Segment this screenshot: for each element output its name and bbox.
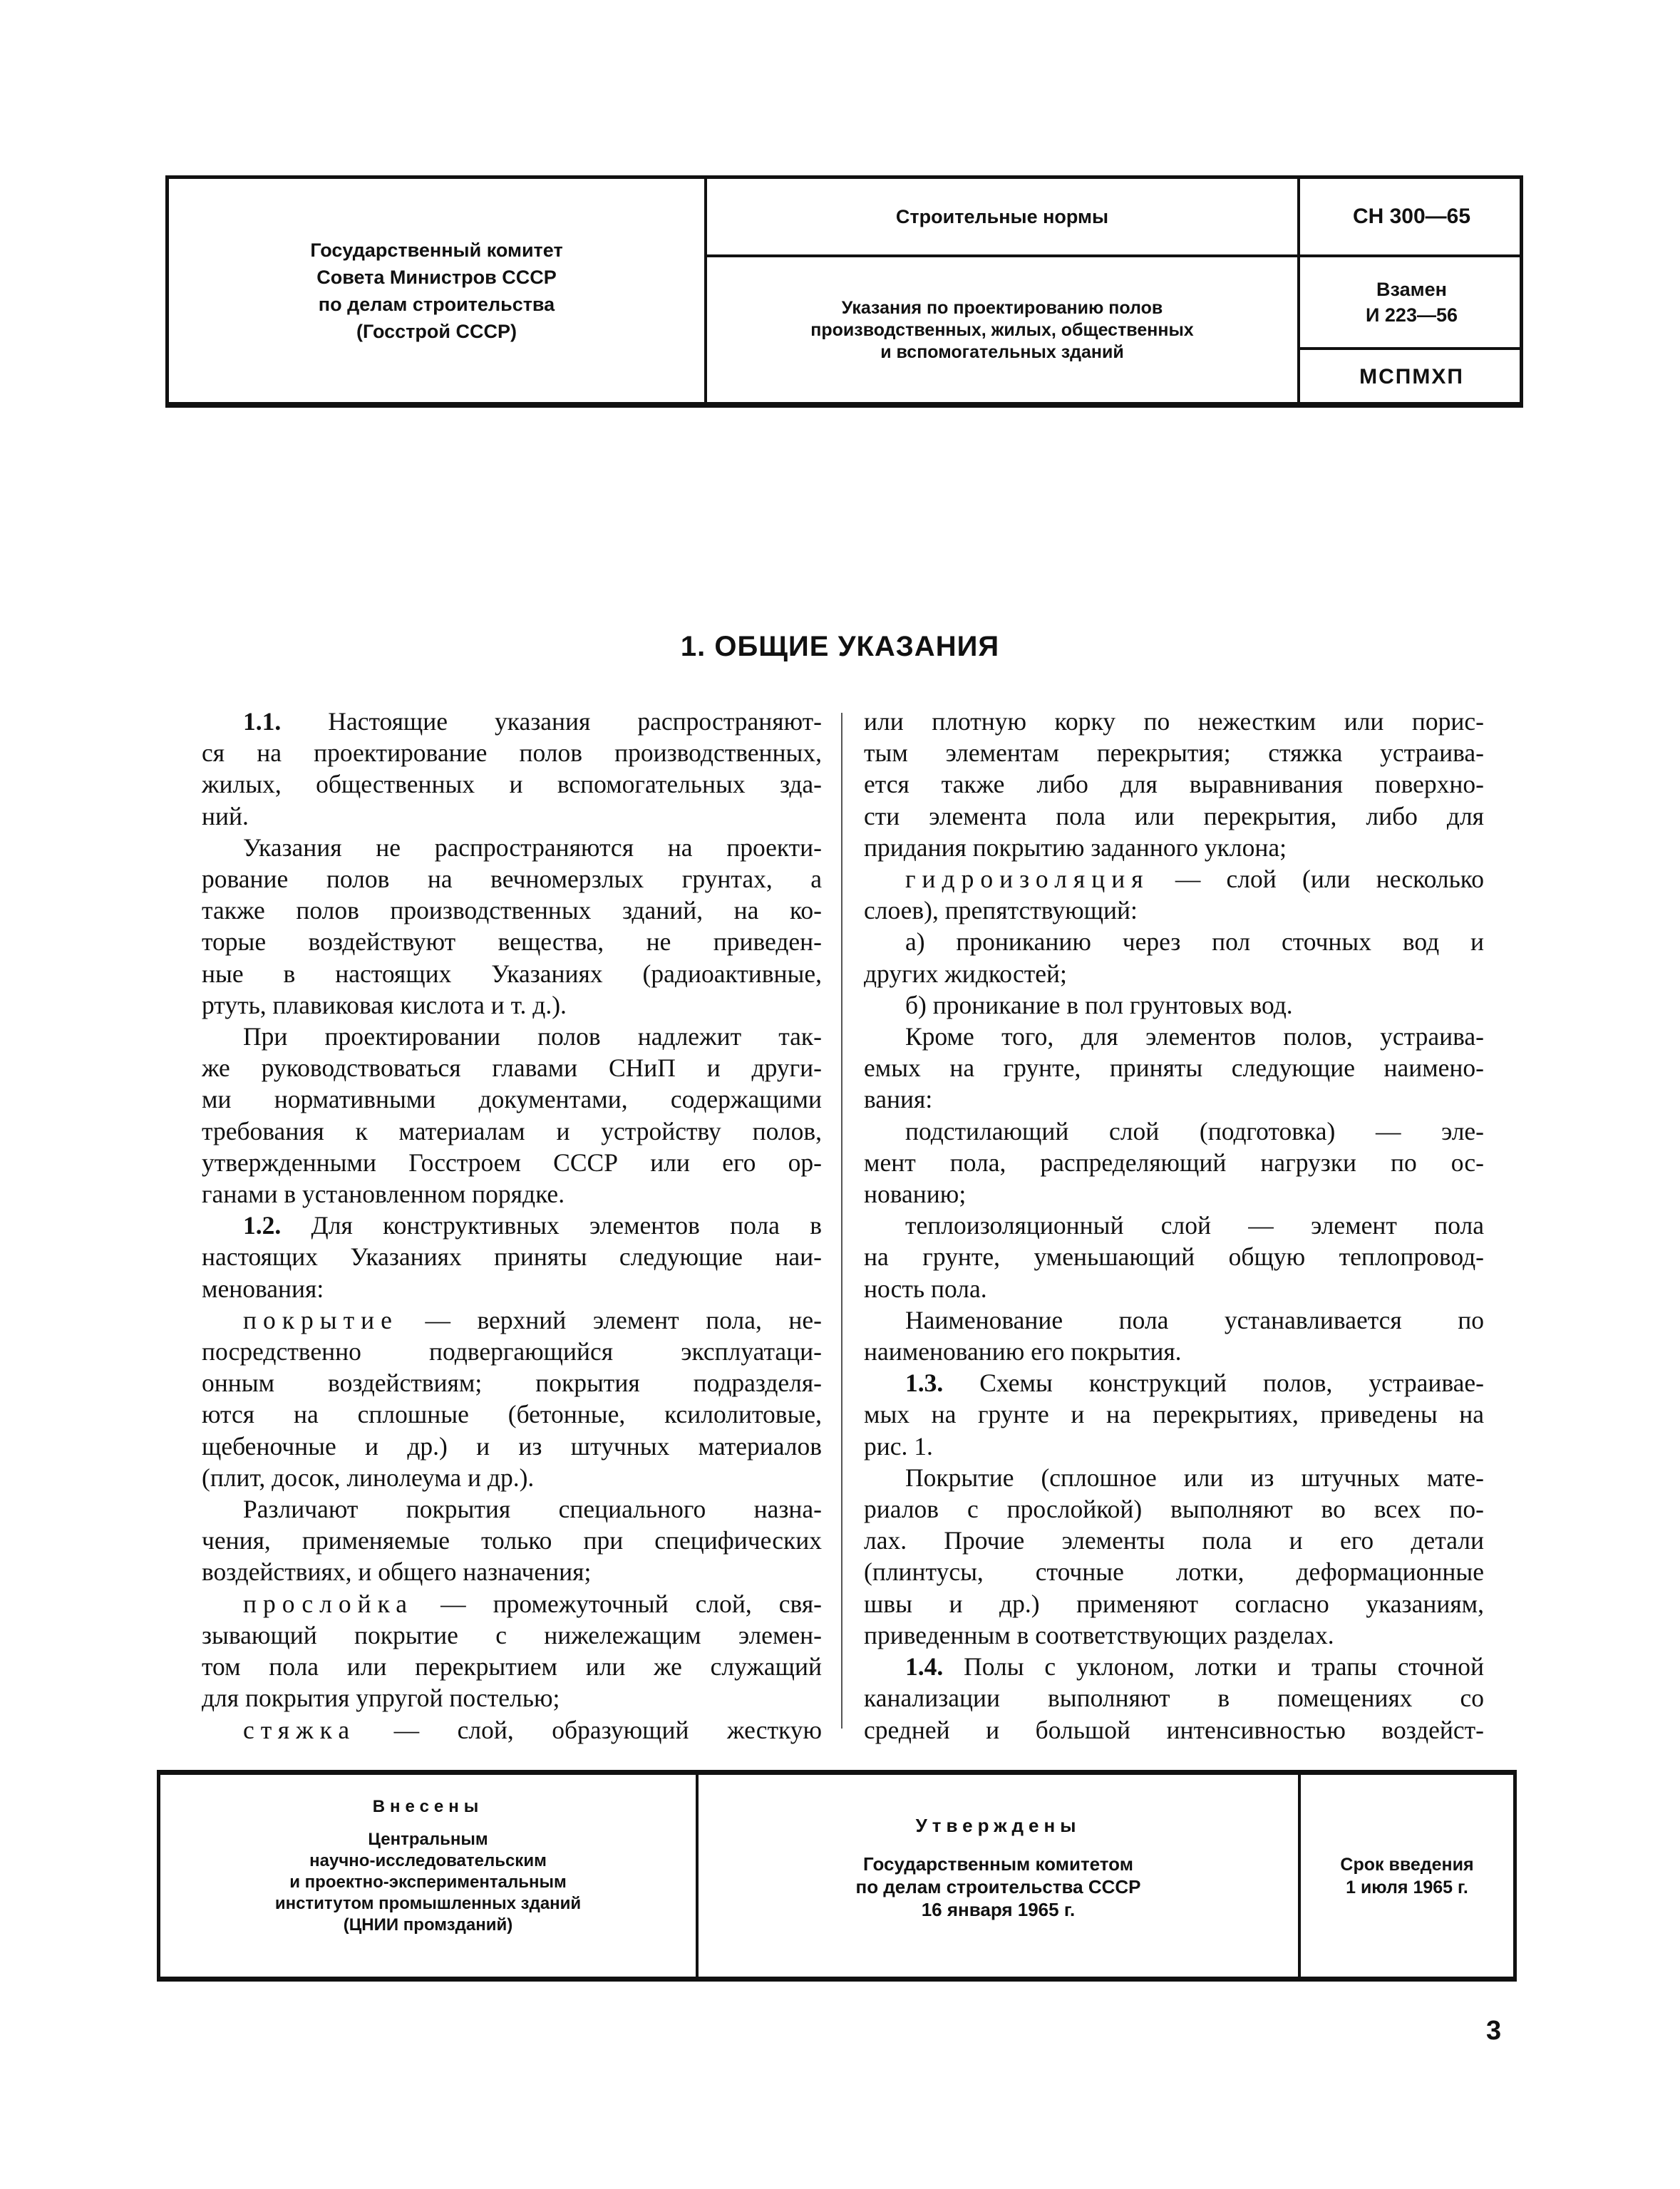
text-line: зывающий покрытие с нижележащим элемен- <box>202 1620 822 1649</box>
doc-title-line: и вспомогательных зданий <box>880 342 1124 362</box>
text-line: Различают покрытия специального назна- <box>243 1495 822 1524</box>
text-line: для покрытия упругой постелью; <box>202 1684 560 1713</box>
text-line: ется также либо для выравнивания поверхно- <box>864 770 1484 799</box>
text-line: б) проникание в пол грунтовых вод. <box>905 990 1293 1019</box>
text-line: требования к материалам и устройству полов, <box>202 1116 822 1145</box>
text-line: воздействиях, и общего назначения; <box>202 1557 592 1587</box>
header-table <box>165 175 1523 408</box>
text-line: жилых, общественных и вспомогательных зда- <box>202 770 822 799</box>
replaces-note <box>1300 257 1523 350</box>
footer-table <box>157 1770 1517 1982</box>
text-line: вания: <box>864 1085 933 1114</box>
text-line: мых на грунте и на перекрытиях, приведены на <box>864 1400 1484 1429</box>
text-line: настоящих Указаниях приняты следующие наи- <box>202 1242 822 1272</box>
text-run: Настоящие указания распространяют- <box>281 707 822 736</box>
text-line: подстилающий слой (подготовка) — эле- <box>905 1116 1484 1145</box>
authority-line: по делам строительства <box>318 293 555 315</box>
text-line: же руководствоваться главами СНиП и други- <box>202 1054 822 1083</box>
replaces-line: И 223—56 <box>1366 304 1458 326</box>
approved-line: Государственным комитетом <box>863 1853 1133 1875</box>
submitted-line: Центральным <box>368 1830 488 1849</box>
text-run: — слой (или несколько <box>1149 865 1484 894</box>
doc-title <box>707 257 1297 403</box>
text-run: Полы с уклоном, лотки и трапы сточной <box>943 1652 1484 1681</box>
clause-number: 1.4. <box>905 1652 944 1681</box>
term: гидроизоляция <box>905 865 1150 894</box>
text-line: рование полов на вечномерзлых грунтах, а <box>202 865 822 894</box>
submitted-line: и проектно-экспериментальным <box>289 1873 567 1892</box>
authority-line: Государственный комитет <box>310 239 563 261</box>
text-line: (плинтусы, сточные лотки, деформационные <box>864 1557 1484 1587</box>
text-line <box>202 1588 822 1619</box>
text-line <box>864 1651 1484 1682</box>
authority-line: (Госстрой СССР) <box>356 320 517 342</box>
document-cell <box>707 179 1300 402</box>
doc-kind: Строительные нормы <box>707 179 1297 257</box>
text-line: риалов с прослойкой) выполняют во всех по- <box>864 1495 1484 1524</box>
page-number: 3 <box>1486 2016 1502 2046</box>
text-line: рис. 1. <box>864 1431 933 1461</box>
text-line: ганами в установленном порядке. <box>202 1180 565 1209</box>
text-line <box>202 1714 822 1746</box>
column-divider <box>841 713 842 1729</box>
approved-line: по делам строительства СССР <box>855 1876 1141 1897</box>
text-line <box>202 706 822 737</box>
text-line: ются на сплошные (бетонные, ксилолитовые, <box>202 1400 822 1429</box>
text-line: Указания не распространяются на проекти- <box>243 833 822 862</box>
text-line: том пола или перекрытием или же служащий <box>202 1652 822 1681</box>
doc-title-line: производственных, жилых, общественных <box>810 320 1194 340</box>
text-line: канализации выполняют в помещениях со <box>864 1684 1484 1713</box>
doc-title-line: Указания по проектированию полов <box>841 298 1163 318</box>
text-line: приведенным в соответствующих разделах. <box>864 1620 1334 1649</box>
text-line: Наименование пола устанавливается по <box>905 1305 1484 1334</box>
text-line <box>202 1210 822 1241</box>
text-line: теплоизоляционный слой — элемент пола <box>905 1211 1484 1240</box>
text-line: При проектировании полов надлежит так- <box>243 1022 822 1051</box>
ministry-code: МСПМХП <box>1359 364 1464 388</box>
text-line: менования: <box>202 1274 324 1303</box>
right-text-column <box>864 706 1484 1746</box>
text-line: на грунте, уменьшающий общую теплопровод- <box>864 1242 1484 1272</box>
text-line: ртуть, плавиковая кислота и т. д.). <box>202 990 567 1019</box>
text-line: или плотную корку по нежестким или порис- <box>864 707 1484 736</box>
text-line <box>202 1304 822 1336</box>
effective-date-cell <box>1301 1775 1513 1977</box>
text-run: Для конструктивных элементов пола в <box>281 1211 822 1240</box>
term: покрытие <box>243 1305 398 1334</box>
text-line: тым элементам перекрытия; стяжка устраива- <box>864 738 1484 768</box>
text-line: нованию; <box>864 1180 967 1209</box>
text-line <box>864 863 1484 895</box>
text-line: наименованию его покрытия. <box>864 1337 1182 1366</box>
text-line: емых на грунте, приняты следующие наимено- <box>864 1054 1484 1083</box>
text-line: посредственно подвергающийся эксплуатаци- <box>202 1337 822 1366</box>
text-line: придания покрытию заданного уклона; <box>864 833 1287 862</box>
text-line: ся на проектирование полов производственных, <box>202 738 822 768</box>
submitted-line: (ЦНИИ промзданий) <box>343 1915 513 1935</box>
text-line: других жидкостей; <box>864 959 1067 988</box>
text-line: средней и большой интенсивностью воздейст- <box>864 1715 1484 1744</box>
text-line: торые воздействуют вещества, не приведен- <box>202 927 822 957</box>
clause-number: 1.1. <box>243 707 282 736</box>
text-run: — слой, образующий жесткую <box>356 1715 822 1744</box>
approved-cell <box>699 1775 1301 1977</box>
text-line: также полов производственных зданий, на ко- <box>202 896 822 925</box>
text-line: сти элемента пола или перекрытия, либо для <box>864 801 1484 830</box>
text-line: ность пола. <box>864 1274 987 1303</box>
text-run: — промежуточный слой, свя- <box>413 1589 822 1618</box>
code-cell <box>1300 179 1523 402</box>
clause-number: 1.3. <box>905 1369 944 1398</box>
text-line <box>864 1367 1484 1399</box>
submitted-line: научно-исследовательским <box>309 1851 547 1870</box>
clause-number: 1.2. <box>243 1211 282 1240</box>
approved-head: Утверждены <box>915 1815 1081 1836</box>
effective-line: Срок введения <box>1340 1854 1474 1875</box>
text-line: ний. <box>202 801 249 830</box>
text-line: ми нормативными документами, содержащими <box>202 1085 822 1114</box>
approved-line: 16 января 1965 г. <box>921 1899 1076 1920</box>
replaces-line: Взамен <box>1376 279 1447 300</box>
left-text-column <box>202 706 822 1746</box>
text-line: слоев), препятствующий: <box>864 896 1138 925</box>
submitted-head: Внесены <box>372 1797 484 1816</box>
text-line: утвержденными Госстроем СССР или его ор- <box>202 1148 822 1177</box>
text-line: швы и др.) применяют согласно указаниям, <box>864 1589 1484 1618</box>
text-line: Покрытие (сплошное или из штучных мате- <box>905 1463 1484 1492</box>
authority-line: Совета Министров СССР <box>316 266 557 288</box>
text-line: щебеночные и др.) и из штучных материалов <box>202 1431 822 1461</box>
text-line: (плит, досок, линолеума и др.). <box>202 1463 535 1492</box>
text-line: а) прониканию через пол сточных вод и <box>905 927 1484 957</box>
text-run: — верхний элемент пола, не- <box>398 1305 822 1334</box>
text-line: онным воздействиям; покрытия подразделя- <box>202 1369 822 1398</box>
term: прослойка <box>243 1589 414 1618</box>
section-title: 1. ОБЩИЕ УКАЗАНИЯ <box>680 631 1000 662</box>
doc-code: СН 300—65 <box>1300 179 1523 257</box>
submitted-line: институтом промышленных зданий <box>274 1894 582 1913</box>
submitted-cell <box>160 1775 699 1977</box>
text-line: чения, применяемые только при специфических <box>202 1526 822 1555</box>
term: стяжка <box>243 1715 356 1744</box>
text-line: ные в настоящих Указаниях (радиоактивные, <box>202 959 822 988</box>
effective-line: 1 июля 1965 г. <box>1346 1877 1468 1897</box>
authority-cell <box>169 179 707 402</box>
text-line: мент пола, распределяющий нагрузки по ос- <box>864 1148 1484 1177</box>
text-run: Схемы конструкций полов, устраивае- <box>943 1369 1484 1398</box>
text-line: Кроме того, для элементов полов, устраива- <box>905 1022 1484 1051</box>
text-line: лах. Прочие элементы пола и его детали <box>864 1526 1484 1555</box>
